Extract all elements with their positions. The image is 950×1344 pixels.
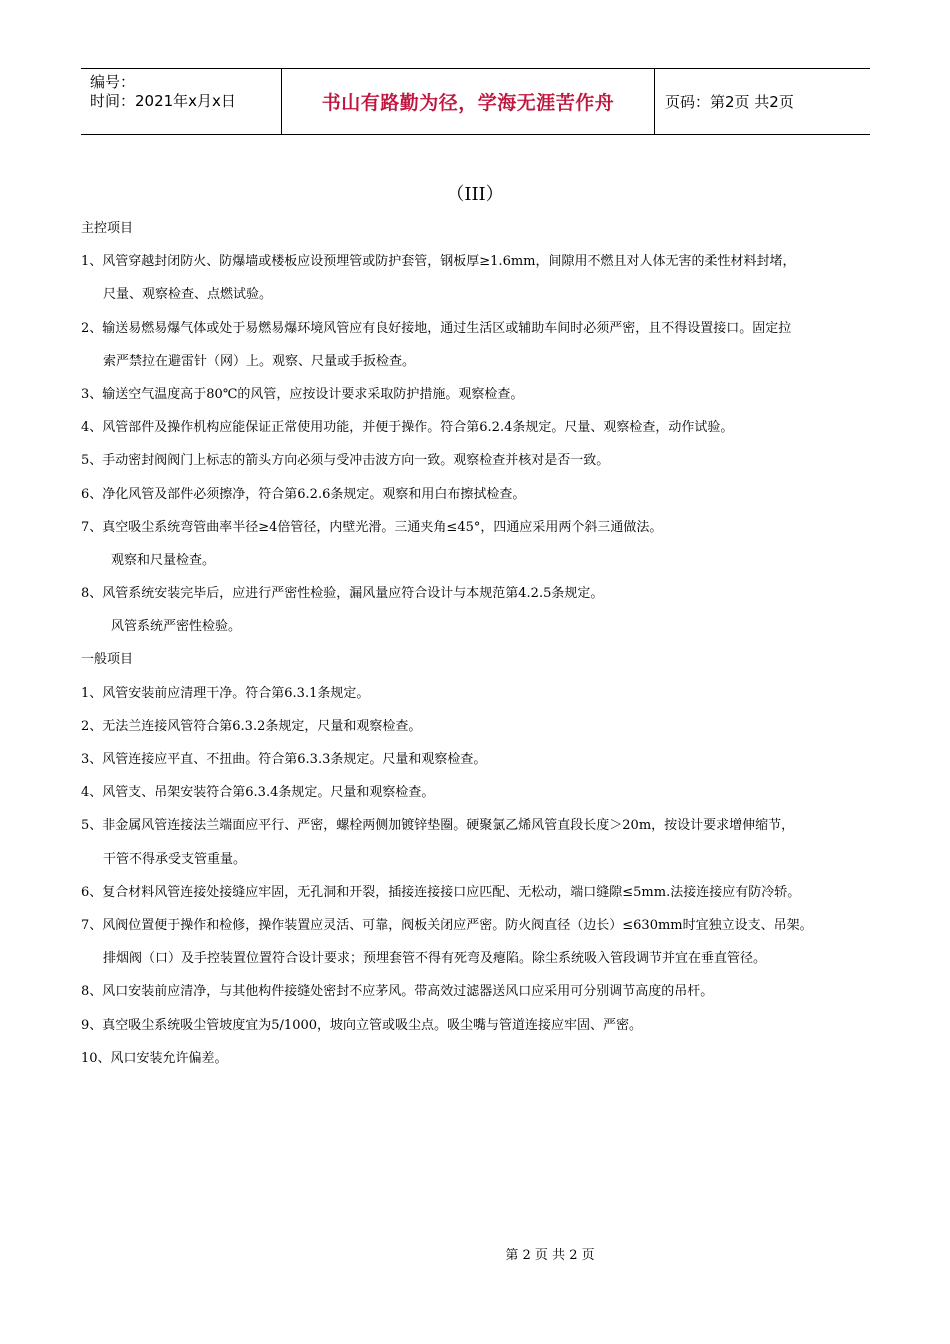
document-number-label: 编号： — [90, 73, 136, 91]
body-line: 8、风管系统安装完毕后，应进行严密性检验，漏风量应符合设计与本规范第4.2.5条规定。 — [81, 586, 604, 602]
body-line: 9、真空吸尘系统吸尘管坡度宜为5/1000，坡向立管或吸尘点。吸尘嘴与管道连接应牢固、严密。 — [81, 1017, 643, 1033]
body-line: 一般项目 — [81, 652, 134, 668]
body-line: 4、风管部件及操作机构应能保证正常使用功能，并便于操作。符合第6.2.4条规定。尺量、观察检查，动作试验。 — [81, 420, 734, 436]
body-line: 7、真空吸尘系统弯管曲率半径≥4倍管径，内壁光滑。三通夹角≤45°，四通应采用两个斜三通做法。 — [81, 519, 663, 535]
document-body — [81, 212, 881, 1075]
header-page-number: 页码：第2页 共2页 — [665, 93, 794, 111]
body-line: 6、净化风管及部件必须擦净，符合第6.2.6条规定。观察和用白布擦拭检查。 — [81, 486, 526, 502]
body-line: 索严禁拉在避雷针（网）上。观察、尺量或手扳检查。 — [103, 353, 416, 369]
body-line: 10、风口安装允许偏差。 — [81, 1050, 228, 1066]
body-line: 1、风管穿越封闭防火、防爆墙或楼板应设预埋管或防护套管，钢板厚≥1.6mm，间隙用不燃且对人体无害的柔性材料封堵， — [81, 254, 796, 270]
body-line: 2、输送易燃易爆气体或处于易燃易爆环境风管应有良好接地，通过生活区或辅助车间时必须严密，且不得设置接口。固定拉 — [81, 320, 792, 336]
body-line: 主控项目 — [81, 221, 134, 236]
body-line: 3、输送空气温度高于80℃的风管，应按设计要求采取防护措施。观察检查。 — [81, 386, 524, 402]
body-line: 观察和尺量检查。 — [111, 552, 216, 568]
body-line: 4、风管支、吊架安装符合第6.3.4条规定。尺量和观察检查。 — [81, 785, 435, 801]
body-line: 5、手动密封阀阀门上标志的箭头方向必须与受冲击波方向一致。观察检查并核对是否一致。 — [81, 453, 610, 469]
body-line: 干管不得承受支管重量。 — [103, 851, 247, 867]
body-line: 5、非金属风管连接法兰端面应平行、严密，螺栓两侧加镀锌垫圈。硬聚氯乙烯风管直段长度＞20m，按设计要求增伸缩节， — [81, 818, 795, 834]
document-date-label: 时间：2021年x月x日 — [90, 92, 236, 110]
page-footer: 第 2 页 共 2 页 — [505, 1248, 595, 1263]
body-line: 2、无法兰连接风管符合第6.3.2条规定，尺量和观察检查。 — [81, 718, 422, 734]
body-line: 1、风管安装前应清理干净。符合第6.3.1条规定。 — [81, 685, 370, 701]
header-meta — [81, 69, 282, 134]
body-line: 3、风管连接应平直、不扭曲。符合第6.3.3条规定。尺量和观察检查。 — [81, 752, 487, 767]
body-line: 6、复合材料风管连接处接缝应牢固，无孔洞和开裂，插接连接接口应匹配、无松动，端口缝隙≤5mm.法接连接应有防冷轿。 — [81, 884, 801, 900]
body-line: 8、风口安装前应清净，与其他构件接缝处密封不应茅风。带高效过滤器送风口应采用可分别调节高度的吊杆。 — [81, 984, 714, 1000]
body-line: 风管系统严密性检验。 — [111, 619, 242, 635]
section-title: （III） — [446, 184, 504, 205]
body-line: 7、风阀位置便于操作和检修，操作装置应灵活、可靠，阀板关闭应严密。防火阀直径（边长）≤630mm时宜独立设支、吊架。 — [81, 917, 813, 933]
body-line: 排烟阀（口）及手控装置位置符合设计要求；预埋套管不得有死弯及瘪陷。除尘系统吸入管段调节并宜在垂直管径。 — [103, 951, 767, 967]
page-header — [81, 68, 870, 135]
body-line: 尺量、观察检查、点燃试验。 — [103, 287, 273, 303]
header-motto: 书山有路勤为径，学海无涯苦作舟 — [282, 69, 655, 134]
